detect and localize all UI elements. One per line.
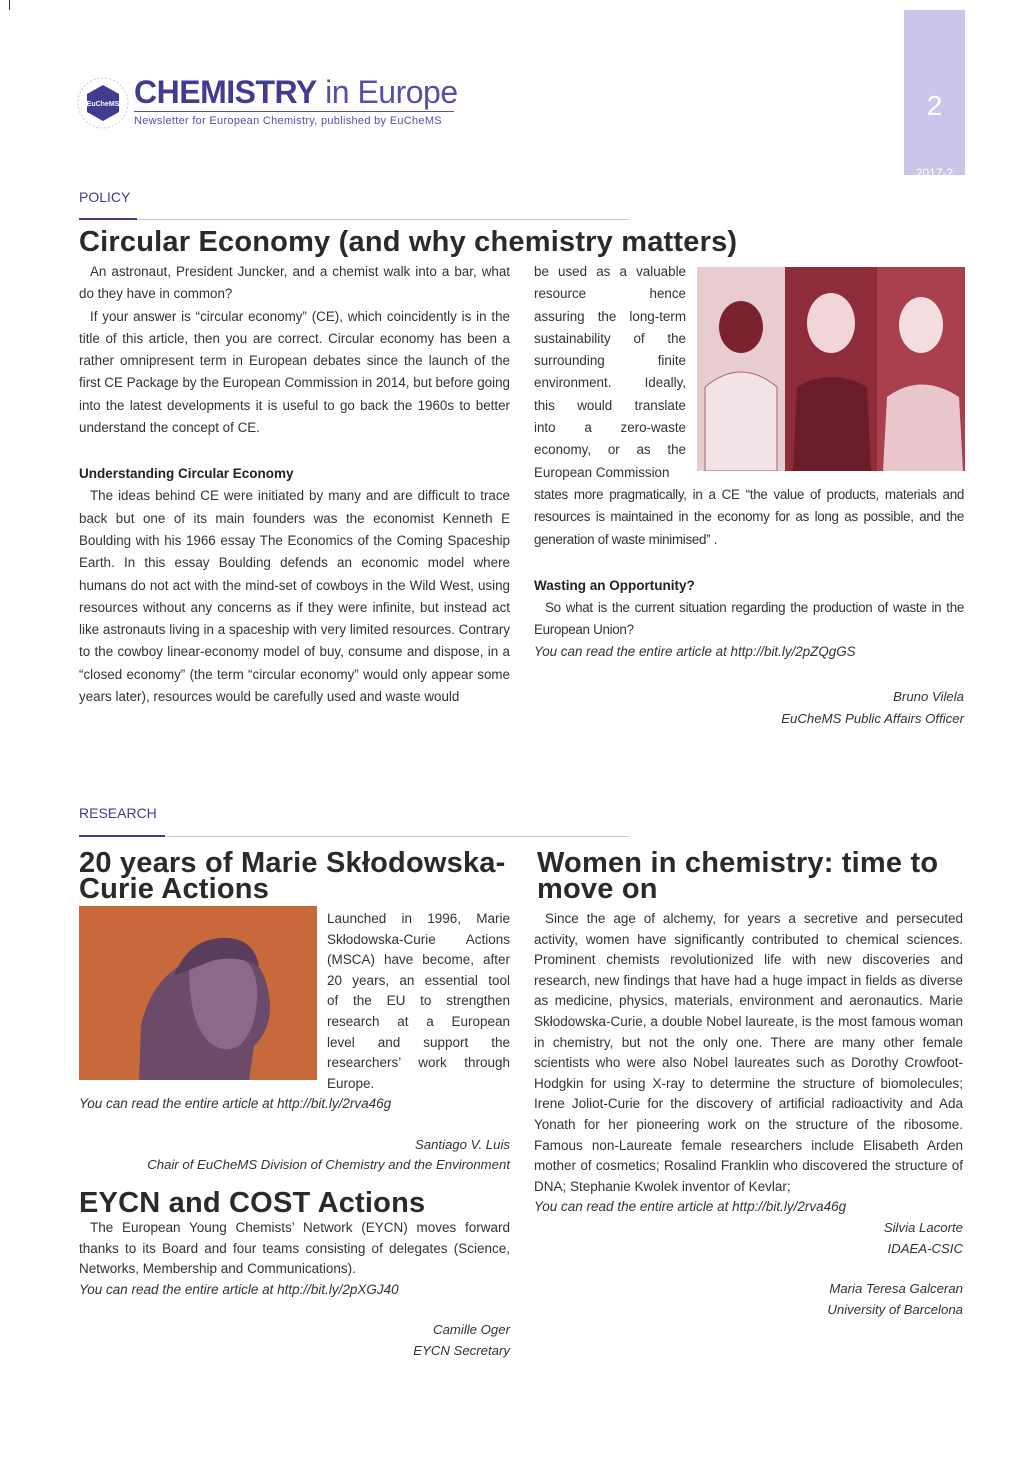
logo-divider xyxy=(134,111,454,112)
msca-text-line: level and support the xyxy=(327,1034,510,1050)
policy-col2-line: European Commission xyxy=(534,464,670,480)
msca-text-line: Launched in 1996, Marie xyxy=(327,911,510,926)
policy-col2-line: environment. Ideally, xyxy=(534,375,686,391)
women-author-1: Silvia Lacorte xyxy=(883,1219,963,1235)
policy-col2-lines xyxy=(534,261,686,484)
policy-image xyxy=(697,267,965,471)
msca-text-line: (MSCA) have become, after xyxy=(327,952,510,968)
policy-col2-line: be used as a valuable xyxy=(534,264,686,279)
msca-text-line: of the EU to strengthen xyxy=(327,993,510,1009)
policy-col2-line: assuring the long-term xyxy=(534,308,686,324)
policy-column-right-narrow xyxy=(534,261,686,484)
section-label-research: RESEARCH xyxy=(79,805,157,821)
women-author-2: Maria Teresa Galceran xyxy=(829,1281,963,1297)
eycn-article-link[interactable]: You can read the entire article at http://bit.ly/2pXGJ40 xyxy=(79,1281,399,1297)
title-light: in Europe xyxy=(316,74,458,110)
women-body-block xyxy=(534,909,963,1320)
eycn-author: Camille Oger xyxy=(433,1322,510,1338)
marie-curie-portrait xyxy=(79,906,317,1080)
policy-col2-line: this would translate xyxy=(534,397,686,413)
page-edge-mark xyxy=(9,0,10,10)
msca-headline xyxy=(79,847,506,905)
newsletter-subtitle: Newsletter for European Chemistry, published by EuCheMS xyxy=(134,115,442,127)
eycn-headline: EYCN and COST Actions xyxy=(79,1187,426,1219)
msca-text-line: research at a European xyxy=(327,1013,510,1029)
msca-text-line: Europe. xyxy=(327,1075,375,1091)
policy-col2-line: into a zero-waste xyxy=(534,420,686,436)
policy-body-p2: So what is the current situation regarding the production of waste in the European Union? xyxy=(534,599,964,638)
page-tab xyxy=(904,10,965,180)
issue-label: 2017-2 xyxy=(915,166,954,180)
msca-text xyxy=(327,909,510,1094)
women-article-link[interactable]: You can read the entire article at http://bit.ly/2rva46g xyxy=(534,1199,847,1215)
policy-intro-p2: If your answer is “circular economy” (CE), which coincidently is in the title of this article, then you are correct. Circular economy has been a rather omnipresent term in European debates since the launch of the first CE Package by the European Commission in 2014, but before going into the latest developments it is useful to go back the 1960s to better understand the concept of CE. xyxy=(79,308,510,436)
policy-author-role: EuCheMS Public Affairs Officer xyxy=(781,711,964,727)
policy-body-p1: The ideas behind CE were initiated by many and are difficult to trace back but one of its main founders was the economist Kenneth E Boulding with his 1966 essay The Economics of the Coming Spaceship Earth. In this essay Boulding defends an economic model where humans do not act with the mind-set of cowboys in the Wild West, using resources without any concerns as if they were infinite, but instead act like astronauts living in a spaceship with very limited resources. Contrary to the cowboy linear-economy model of buy, consume and dispose, in a “closed economy” (the term “circular economy” would only appear some years later), resources would be carefully used and waste would xyxy=(79,488,510,705)
policy-col2-continued: states more pragmatically, in a CE “the value of products, materials and resources is maintained in the economy for as long as possible, and the generation of waste minimised” . xyxy=(534,487,964,547)
newsletter-title xyxy=(134,74,458,111)
policy-intro-p1: An astronaut, President Juncker, and a chemist walk into a bar, what do they have in common? xyxy=(79,264,510,302)
section-rule-policy xyxy=(79,219,629,220)
women-headline-line2: move on xyxy=(537,873,658,905)
msca-article-link[interactable]: You can read the entire article at http://bit.ly/2rva46g xyxy=(79,1096,392,1111)
eucheMS-logo-icon xyxy=(76,76,130,130)
msca-text-line: 20 years, an essential tool xyxy=(327,972,510,988)
msca-author-role: Chair of EuCheMS Division of Chemistry and the Environment xyxy=(147,1157,510,1173)
eycn-author-role: EYCN Secretary xyxy=(413,1342,510,1358)
msca-headline-line1: 20 years of Marie Skłodowska- xyxy=(79,847,506,879)
policy-column-left xyxy=(79,261,510,708)
title-bold: CHEMISTRY xyxy=(134,74,317,110)
policy-col2-line: sustainability of the xyxy=(534,330,686,346)
msca-text-line: Skłodowska-Curie Actions xyxy=(327,931,510,947)
women-author-2-role: University of Barcelona xyxy=(827,1301,963,1317)
section-label-policy: POLICY xyxy=(79,189,131,205)
msca-text-lines xyxy=(327,909,510,1094)
eycn-body: The European Young Chemists’ Network (EYCN) moves forward thanks to its Board and four teams consisting of delegates (Science, Networks, Membership and Communications). xyxy=(79,1220,510,1277)
policy-col2-line: resource hence xyxy=(534,286,686,302)
section-rule-research xyxy=(79,836,629,837)
policy-author: Bruno Vilela xyxy=(893,688,964,704)
policy-column-right-wide xyxy=(534,484,964,730)
msca-author: Santiago V. Luis xyxy=(414,1136,510,1152)
logo-emblem-text: EuCheMS xyxy=(86,101,120,108)
women-body: Since the age of alchemy, for years a secretive and persecuted activity, women have significantly contributed to chemical sciences. Prominent chemists revolutionized life with new discoveries and research, new findings that have had a huge impact in fields as diverse as medicine, physics, materials, environment and aeronautics. Marie Skłodowska-Curie, a double Nobel laureate, is the most famous woman in chemistry, but not the only one. There are many other female scientists who were also Nobel laureates such as Dorothy Crowfoot-Hodgkin for using X-ray to determine the structure of biomolecules; Irene Joliot-Curie for the discovery of artificial radioactivity and Ada Yonath for her pioneering work on the structure of the ribosome. Famous non-Laureate female researchers include Elisabeth Arden mother of cosmetics; Rosalind Franklin who discovered the structure of DNA; Stephanie Kwolek inventor of Kevlar; xyxy=(534,911,963,1194)
policy-col2-line: economy, or as the xyxy=(534,442,686,458)
women-headline-line1: Women in chemistry: time to xyxy=(537,847,939,879)
policy-subhead-1: Understanding Circular Economy xyxy=(79,466,294,482)
msca-text-line: researchers’ work through xyxy=(327,1055,510,1071)
policy-subhead-2: Wasting an Opportunity? xyxy=(534,577,695,593)
women-headline xyxy=(537,847,939,905)
policy-article-link[interactable]: You can read the entire article at http://bit.ly/2pZQgGS xyxy=(534,644,856,660)
eycn-body-block xyxy=(79,1218,510,1362)
women-author-1-role: IDAEA-CSIC xyxy=(887,1240,963,1256)
msca-footer xyxy=(79,1094,510,1176)
page-number: 2 xyxy=(926,90,943,121)
msca-headline-line2: Curie Actions xyxy=(79,873,270,905)
policy-headline: Circular Economy (and why chemistry matters) xyxy=(79,226,738,258)
policy-col2-line: surrounding finite xyxy=(534,353,686,369)
